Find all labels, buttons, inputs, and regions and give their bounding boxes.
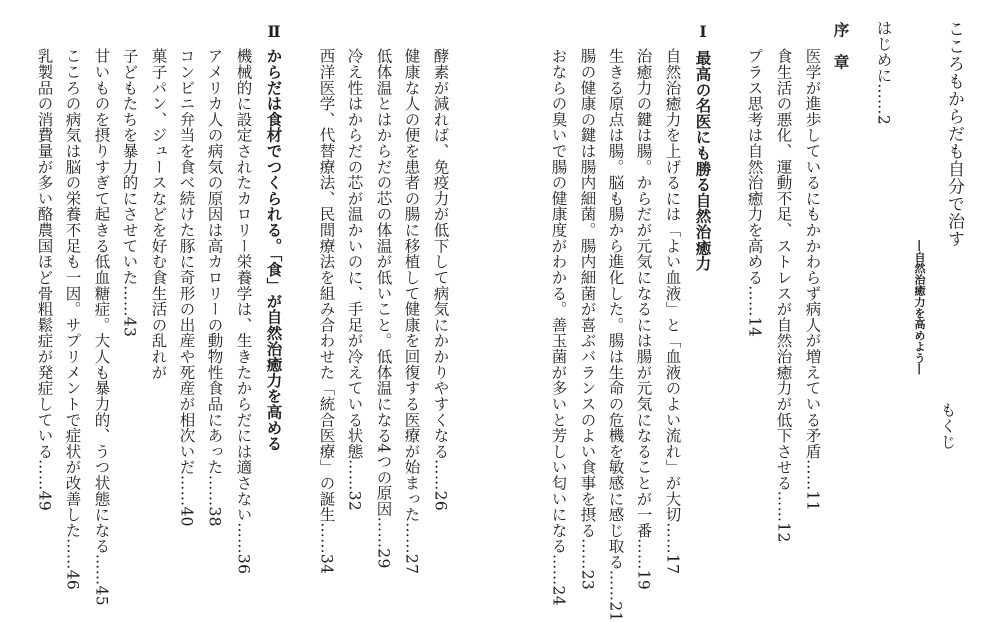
intro-entry[interactable]: はじめに……2: [874, 20, 893, 126]
toc-entry[interactable]: こころの病気は脳の栄養不足も一因。サプリメントで症状が改善した……46: [63, 48, 82, 591]
toc-entry[interactable]: 甘いものを摂りすぎて起きる低血糖症。大人も暴力的、うつ状態になる……45: [92, 48, 111, 606]
part-numeral: Ⅰ: [693, 22, 713, 42]
part-numeral: Ⅱ: [264, 22, 284, 42]
chapter-label-prologue: 序 章: [831, 22, 851, 70]
toc-entry[interactable]: アメリカ人の病気の原因は高カロリーの動物性食品にあった……38: [205, 48, 224, 527]
toc-entry[interactable]: プラス思考は自然治癒力を高める……14: [745, 48, 764, 338]
toc-entry[interactable]: 腸の健康の鍵は腸内細菌。腸内細菌が喜ぶバランスのよい食事を摂る……23: [578, 48, 597, 591]
toc-entry[interactable]: 生きる原点は腸。脳も腸から進化した。腸は生命の危機を敏感に感じ取る……21: [606, 48, 625, 622]
subtitle: ―自然治癒力を高めよう―: [913, 240, 926, 375]
part-heading: 最高の名医にも勝る自然治癒力: [693, 50, 713, 272]
toc-entry[interactable]: 自然治癒力を上げるには「よい血液」と「血液のよい流れ」が大切……17: [663, 48, 682, 575]
toc-entry[interactable]: 健康な人の便を患者の腸に移植して健康を回復する医療が始まった……27: [402, 48, 421, 575]
toc-entry[interactable]: 冷え性はからだの芯が温かいのに、手足が冷えている状態……32: [345, 48, 364, 512]
toc-entry[interactable]: 食生活の悪化、運動不足、ストレスが自然治癒力が低下させる……12: [774, 48, 793, 543]
toc-entry[interactable]: 西洋医学、代替療法、民間療法を組み合わせた「統合医療」の誕生……34: [317, 48, 336, 575]
toc-entry[interactable]: コンビニ弁当を食べ続けた豚に奇形の出産や死産が相次いだ……40: [177, 48, 196, 527]
contents-label: もくじ: [938, 402, 957, 450]
book-title: こころもからだも自分で治す: [944, 20, 964, 248]
part-heading: からだは食材でつくられる。「食」が自然治癒力を高める: [264, 48, 284, 452]
toc-entry-continued[interactable]: 子どもたちを暴力的にさせていた……43: [120, 48, 139, 338]
toc-entry[interactable]: 菓子パン、ジュースなどを好む食生活の乱れが: [149, 48, 168, 381]
toc-entry[interactable]: 医学が進歩しているにもかかわらず病人が増えている矛盾……11: [803, 48, 822, 512]
toc-entry[interactable]: 低体温とはからだの芯の体温が低いこと。低体温になる4つの原因……29: [374, 48, 393, 569]
toc-entry[interactable]: 乳製品の消費量が多い酪農国ほど骨粗鬆症が発症している……49: [35, 48, 54, 512]
toc-entry[interactable]: おならの臭いで腸の健康度がわかる。善玉菌が多いと芳しい匂いになる……24: [549, 48, 568, 606]
toc-entry[interactable]: 機械的に設定されたカロリー栄養学は、生きたからだには適さない……36: [234, 48, 253, 575]
toc-entry[interactable]: 治癒力の鍵は腸。からだが元気になるには腸が元気になることが一番……19: [634, 48, 653, 591]
toc-entry[interactable]: 酵素が減れば、免疫力が低下して病気にかかりやすくなる……26: [431, 48, 450, 512]
